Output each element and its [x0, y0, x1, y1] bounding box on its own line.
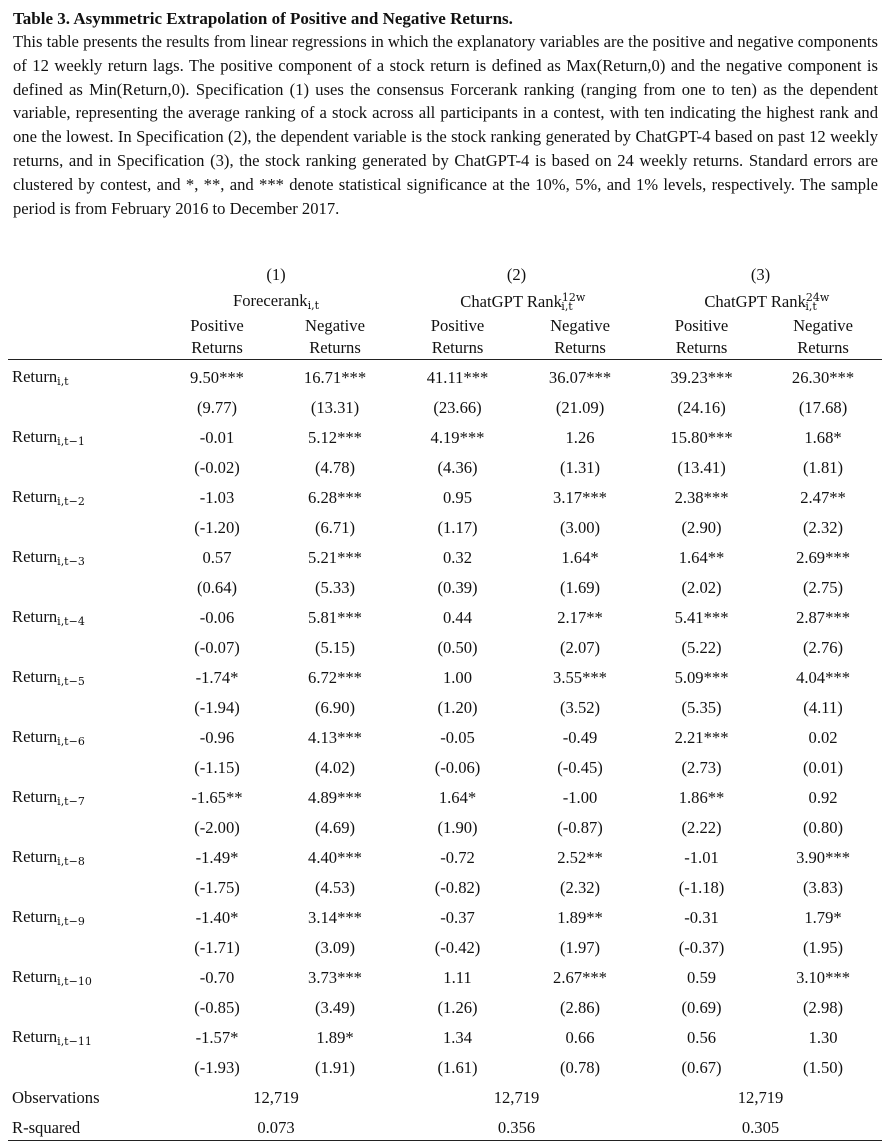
row-label	[8, 540, 158, 575]
var-name: Return	[12, 367, 58, 386]
row-label	[8, 900, 158, 935]
tstat-cell: (0.64)	[196, 577, 238, 597]
tstat-cell: (2.32)	[802, 517, 844, 537]
tstat-cell: (1.50)	[802, 1057, 844, 1077]
coef-cell: -1.65**	[191, 787, 243, 807]
rsquared-row	[8, 1116, 882, 1141]
col-header: Returns	[276, 337, 394, 360]
tstat-cell: (2.73)	[681, 757, 722, 777]
tstat-cell: (13.41)	[677, 457, 726, 477]
coef-cell: 4.89***	[308, 787, 362, 807]
table-row	[8, 455, 882, 480]
tstat-cell: (3.00)	[559, 517, 601, 537]
coef-cell: 6.28***	[308, 487, 362, 507]
tstat-cell: (1.69)	[559, 577, 601, 597]
tstat-cell: (5.22)	[681, 637, 722, 657]
tstat-cell: (2.98)	[802, 997, 844, 1017]
tstat-cell: (2.75)	[802, 577, 844, 597]
coef-cell: -0.96	[199, 727, 235, 747]
var-subscript: i,t−1	[57, 435, 85, 448]
var-subscript: i,t−5	[57, 675, 85, 688]
var-name: Return	[12, 727, 58, 746]
coef-cell: 0.66	[565, 1027, 595, 1047]
row-label	[8, 1020, 158, 1055]
tstat-cell: (0.39)	[437, 577, 478, 597]
tstat-cell: (0.01)	[802, 757, 844, 777]
row-label	[8, 420, 158, 455]
stat-cell: 12,719	[253, 1088, 299, 1107]
coef-cell: 2.21***	[674, 727, 729, 747]
col-header: Negative	[550, 316, 610, 335]
coef-cell: 41.11***	[426, 367, 489, 387]
spec-name: Forecerank$_{i,t}$	[232, 291, 320, 312]
var-name: Return	[12, 547, 58, 566]
coef-cell: -1.01	[684, 847, 719, 867]
var-name: Return	[12, 667, 58, 686]
tstat-cell: (1.20)	[437, 697, 478, 717]
coef-cell: 39.23***	[670, 367, 733, 387]
tstat-cell: (-0.37)	[678, 937, 725, 957]
spec-number: (3)	[750, 265, 771, 284]
tstat-cell: (5.35)	[681, 697, 722, 717]
coef-cell: 5.81***	[308, 607, 362, 627]
row-label	[8, 780, 158, 815]
tstat-cell: (1.61)	[437, 1057, 478, 1077]
tstat-cell: (1.97)	[559, 937, 601, 957]
table-row	[8, 575, 882, 600]
coef-cell: 2.69***	[796, 547, 850, 567]
row-label-empty	[8, 995, 158, 1020]
coef-cell: 1.79*	[804, 907, 842, 927]
table-row	[8, 360, 882, 396]
tstat-cell: (-2.00)	[194, 817, 240, 837]
tstat-cell: (23.66)	[433, 397, 482, 417]
coef-cell: 5.41***	[674, 607, 729, 627]
coef-cell: 2.87***	[796, 607, 850, 627]
coef-cell: 1.68*	[804, 427, 842, 447]
var-name: Return	[12, 847, 58, 866]
coef-cell: 2.47**	[800, 487, 846, 507]
coef-cell: 4.19***	[430, 427, 485, 447]
coef-cell: 4.04***	[796, 667, 850, 687]
tstat-cell: (-1.75)	[194, 877, 240, 897]
var-subscript: i,t−6	[57, 735, 85, 748]
row-label-empty	[8, 815, 158, 840]
tstat-cell: (-0.85)	[194, 997, 240, 1017]
tstat-cell: (-1.94)	[194, 697, 240, 717]
tstat-cell: (9.77)	[196, 397, 238, 417]
tstat-cell: (4.02)	[314, 757, 356, 777]
coef-cell: 1.64**	[678, 547, 725, 567]
stat-cell: 0.356	[394, 1116, 639, 1141]
var-subscript: i,t−11	[57, 1035, 92, 1048]
tstat-cell: (17.68)	[798, 397, 848, 417]
col-header: Returns	[639, 337, 764, 360]
tstat-cell: (-0.07)	[194, 637, 240, 657]
coef-cell: 0.56	[687, 1027, 717, 1047]
coef-cell: 2.38***	[674, 487, 729, 507]
coef-cell: 9.50***	[190, 367, 244, 387]
tstat-cell: (1.91)	[314, 1057, 356, 1077]
coef-cell: 4.40***	[308, 847, 362, 867]
coef-cell: -0.49	[562, 727, 598, 747]
tstat-cell: (6.90)	[314, 697, 356, 717]
table-row	[8, 540, 882, 575]
coef-cell: 0.32	[442, 547, 473, 567]
table-row	[8, 515, 882, 540]
table-row	[8, 395, 882, 420]
coef-cell: 16.71***	[303, 367, 367, 387]
table-row	[8, 720, 882, 755]
coef-cell: 1.89**	[557, 907, 603, 927]
row-label-empty	[8, 515, 158, 540]
row-label-empty	[8, 395, 158, 420]
tstat-cell: (21.09)	[555, 397, 605, 417]
var-subscript: i,t−2	[57, 495, 85, 508]
coef-cell: 4.13***	[308, 727, 362, 747]
tstat-cell: (4.78)	[314, 457, 356, 477]
tstat-cell: (2.32)	[559, 877, 601, 897]
row-label	[8, 480, 158, 515]
tstat-cell: (0.67)	[681, 1057, 722, 1077]
coef-cell: 0.02	[808, 727, 838, 747]
row-label	[8, 960, 158, 995]
col-header: Returns	[764, 337, 882, 360]
tstat-cell: (-0.02)	[194, 457, 240, 477]
coef-cell: -1.40*	[195, 907, 239, 927]
row-label-empty	[8, 695, 158, 720]
coef-cell: 3.55***	[553, 667, 607, 687]
var-subscript: i,t−3	[57, 555, 85, 568]
spec-number: (2)	[506, 265, 527, 284]
tstat-cell: (-1.18)	[678, 877, 725, 897]
row-label-empty	[8, 455, 158, 480]
var-subscript: i,t−4	[57, 615, 85, 628]
coef-cell: -1.74*	[195, 667, 239, 687]
coef-cell: -0.31	[684, 907, 719, 927]
table-description: This table presents the results from linear regressions in which the explanatory variables are the positive and negative components of 12 weekly return lags. The positive component of a stock return is defined as Max(Return,0) and the negative component is defined as Min(Return,0). Specification (1) uses the consensus Forcerank ranking (ranging from one to ten) as the dependent variable, representing the average ranking of a stock across all participants in a contest, with ten indicating the highest rank and one the lowest. In Specification (2), the dependent variable is the stock ranking generated by ChatGPT-4 based on past 12 weekly returns, and in Specification (3), the stock ranking generated by ChatGPT-4 is based on 24 weekly returns. Standard errors are clustered by contest, and *, **, and *** denote statistical significance at the 10%, 5%, and 1% levels, respectively. The sample period is from February 2016 to December 2017.	[13, 32, 878, 218]
coef-cell: 1.34	[442, 1027, 473, 1047]
var-name: Return	[12, 967, 58, 986]
row-label	[8, 720, 158, 755]
tstat-cell: (4.11)	[803, 697, 843, 717]
tstat-cell: (3.49)	[314, 997, 356, 1017]
coef-cell: 2.67***	[553, 967, 607, 987]
col-header: Returns	[394, 337, 521, 360]
col-header-row-bottom	[8, 337, 882, 360]
spec-name: ChatGPT Rank$^{24w}_{i,t}$	[704, 290, 830, 313]
table-row	[8, 635, 882, 660]
tstat-cell: (2.86)	[559, 997, 601, 1017]
tstat-cell: (-0.45)	[557, 757, 603, 777]
spec-name-row	[8, 288, 882, 315]
table-row	[8, 780, 882, 815]
coef-cell: 15.80***	[670, 427, 733, 447]
col-header: Negative	[305, 316, 365, 335]
coef-cell: 3.90***	[796, 847, 850, 867]
tstat-cell: (1.81)	[802, 457, 844, 477]
regression-table	[8, 262, 882, 1141]
stat-cell: 12,719	[737, 1088, 784, 1107]
tstat-cell: (2.22)	[681, 817, 722, 837]
row-label-empty	[8, 635, 158, 660]
tstat-cell: (-0.42)	[434, 937, 481, 957]
coef-cell: 0.92	[808, 787, 838, 807]
table-row	[8, 755, 882, 780]
coef-cell: 1.64*	[438, 787, 477, 807]
coef-cell: 3.10***	[796, 967, 850, 987]
tstat-cell: (-1.71)	[194, 937, 240, 957]
coef-cell: 0.44	[442, 607, 473, 627]
coef-cell: -0.05	[440, 727, 475, 747]
coef-cell: 5.09***	[674, 667, 729, 687]
tstat-cell: (1.17)	[437, 517, 478, 537]
observations-row	[8, 1080, 882, 1116]
coef-cell: 5.21***	[308, 547, 362, 567]
var-subscript: i,t−10	[57, 975, 92, 988]
var-name: Return	[12, 487, 58, 506]
var-name: Return	[12, 607, 58, 626]
coef-cell: 2.17**	[557, 607, 603, 627]
table-row	[8, 420, 882, 455]
coef-cell: -1.49*	[195, 847, 239, 867]
tstat-cell: (3.83)	[802, 877, 844, 897]
table-row	[8, 840, 882, 875]
spec-name: ChatGPT Rank$^{12w}_{i,t}$	[460, 290, 586, 313]
tstat-cell: (5.15)	[314, 637, 356, 657]
tstat-cell: (2.02)	[681, 577, 722, 597]
tstat-cell: (-1.15)	[194, 757, 240, 777]
var-name: Return	[12, 907, 58, 926]
tstat-cell: (0.78)	[559, 1057, 601, 1077]
coef-cell: 1.86**	[678, 787, 725, 807]
tstat-cell: (0.80)	[802, 817, 844, 837]
row-label	[8, 660, 158, 695]
table-row	[8, 1020, 882, 1055]
tstat-cell: (-1.20)	[194, 517, 240, 537]
tstat-cell: (3.09)	[314, 937, 356, 957]
coef-cell: -0.01	[199, 427, 235, 447]
tstat-cell: (-0.06)	[434, 757, 481, 777]
coef-cell: 2.52**	[557, 847, 603, 867]
row-label: Observations	[12, 1088, 100, 1107]
coef-cell: -0.37	[440, 907, 475, 927]
var-subscript: i,t−8	[57, 855, 85, 868]
var-name: Return	[12, 1027, 58, 1046]
table-row	[8, 695, 882, 720]
row-label	[8, 600, 158, 635]
tstat-cell: (-0.82)	[434, 877, 481, 897]
col-header: Positive	[430, 316, 485, 335]
tstat-cell: (1.95)	[802, 937, 844, 957]
coef-cell: -0.70	[199, 967, 235, 987]
col-header: Returns	[158, 337, 276, 360]
stat-cell: 0.305	[639, 1116, 882, 1141]
table-row	[8, 660, 882, 695]
table-row	[8, 1055, 882, 1080]
row-label-empty	[8, 755, 158, 780]
table-title: Table 3. Asymmetric Extrapolation of Positive and Negative Returns.	[13, 9, 513, 28]
var-subscript: i,t−7	[57, 795, 85, 808]
coef-cell: 36.07***	[548, 367, 612, 387]
row-label-empty	[8, 875, 158, 900]
coef-cell: -1.03	[199, 487, 235, 507]
coef-cell: 3.73***	[308, 967, 362, 987]
tstat-cell: (13.31)	[310, 397, 360, 417]
stat-cell: 0.073	[158, 1116, 394, 1141]
table-row	[8, 995, 882, 1020]
table-row	[8, 875, 882, 900]
coef-cell: 1.00	[442, 667, 473, 687]
coef-cell: 1.11	[443, 967, 472, 987]
col-header: Positive	[190, 316, 244, 335]
tstat-cell: (24.16)	[677, 397, 726, 417]
tstat-cell: (5.33)	[314, 577, 356, 597]
tstat-cell: (6.71)	[314, 517, 356, 537]
tstat-cell: (4.53)	[314, 877, 356, 897]
coef-cell: 0.57	[202, 547, 232, 567]
tstat-cell: (4.69)	[314, 817, 356, 837]
coef-cell: 1.30	[808, 1027, 838, 1047]
coef-cell: 3.17***	[553, 487, 607, 507]
row-label-empty	[8, 935, 158, 960]
var-name: Return	[12, 427, 58, 446]
var-subscript: i,t	[57, 375, 69, 388]
spec-number: (1)	[266, 265, 286, 284]
tstat-cell: (0.69)	[681, 997, 722, 1017]
table-row	[8, 815, 882, 840]
coef-cell: 0.59	[687, 967, 717, 987]
table-row	[8, 600, 882, 635]
tstat-cell: (2.90)	[681, 517, 722, 537]
tstat-cell: (0.50)	[437, 637, 478, 657]
coef-cell: 3.14***	[308, 907, 362, 927]
spec-number-row	[8, 262, 882, 288]
table-row	[8, 480, 882, 515]
coef-cell: 1.26	[565, 427, 595, 447]
coef-cell: -0.72	[440, 847, 475, 867]
table-row	[8, 960, 882, 995]
col-header-row-top	[8, 315, 882, 337]
coef-cell: 0.95	[442, 487, 473, 507]
coef-cell: 1.89*	[316, 1027, 354, 1047]
col-header: Negative	[793, 316, 853, 335]
coef-cell: 6.72***	[308, 667, 362, 687]
tstat-cell: (-0.87)	[557, 817, 603, 837]
coef-cell: 1.64*	[561, 547, 599, 567]
tstat-cell: (1.26)	[437, 997, 478, 1017]
coef-cell: -1.57*	[195, 1027, 239, 1047]
coef-cell: 5.12***	[308, 427, 362, 447]
stat-cell: 12,719	[493, 1088, 540, 1107]
tstat-cell: (3.52)	[559, 697, 601, 717]
coef-cell: 26.30***	[791, 367, 855, 387]
tstat-cell: (2.07)	[559, 637, 601, 657]
row-label: R-squared	[8, 1116, 158, 1141]
row-label	[8, 360, 158, 396]
table-row	[8, 935, 882, 960]
row-label-empty	[8, 575, 158, 600]
table-row	[8, 900, 882, 935]
tstat-cell: (1.31)	[559, 457, 601, 477]
tstat-cell: (-1.93)	[194, 1057, 240, 1077]
tstat-cell: (1.90)	[437, 817, 478, 837]
col-header: Positive	[674, 316, 729, 335]
col-header: Returns	[521, 337, 639, 360]
tstat-cell: (2.76)	[802, 637, 844, 657]
tstat-cell: (4.36)	[437, 457, 478, 477]
row-label-empty	[8, 1055, 158, 1080]
row-label	[8, 840, 158, 875]
coef-cell: -1.00	[562, 787, 598, 807]
var-subscript: i,t−9	[57, 915, 85, 928]
var-name: Return	[12, 787, 58, 806]
coef-cell: -0.06	[199, 607, 235, 627]
